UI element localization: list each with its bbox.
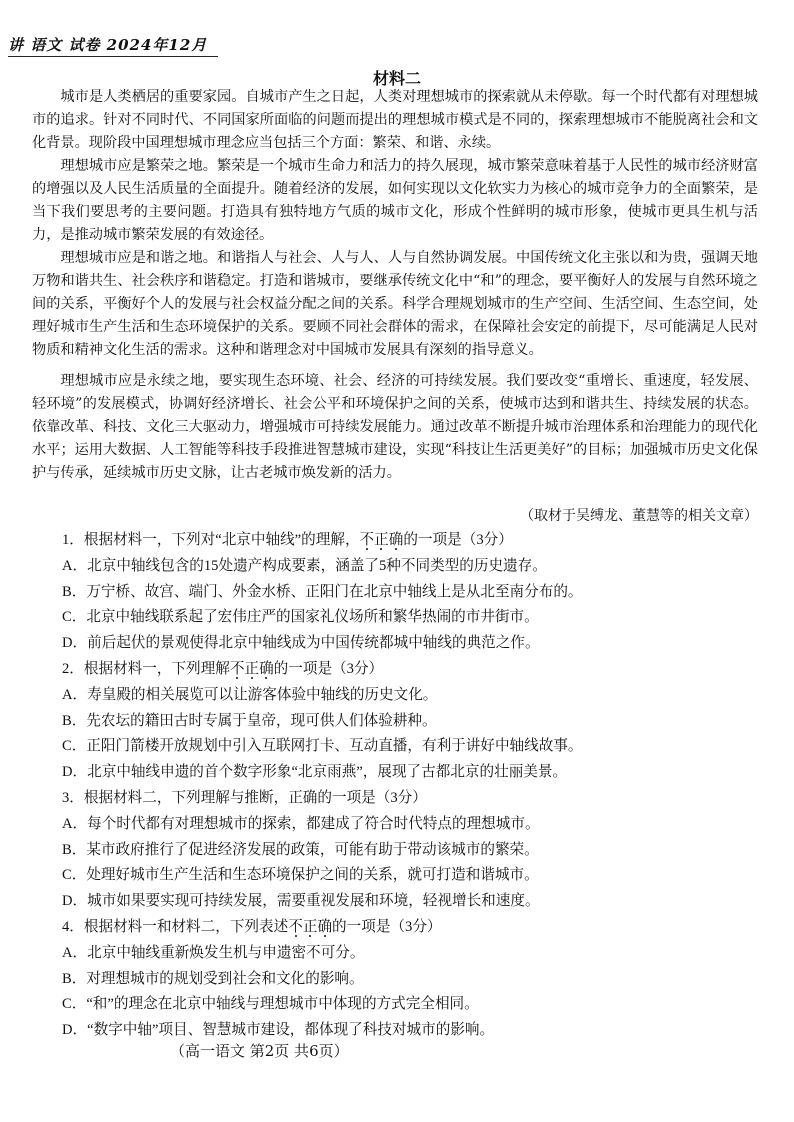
answer-option[interactable]: C．处理好城市生产生活和生态环境保护之间的关系，就可打造和谐城市。 <box>62 867 539 884</box>
page-header: 讲 语文 试卷 2024年12月 <box>8 34 218 57</box>
answer-option[interactable]: C．正阳门箭楼开放规划中引入互联网打卡、互动直播，有利于讲好中轴线故事。 <box>62 738 583 755</box>
answer-option[interactable]: A．北京中轴线包含的15处遗产构成要素，涵盖了5种不同类型的历史遗存。 <box>62 557 547 574</box>
material-title: 材料二 <box>372 69 421 88</box>
emphasis-char: 确 <box>317 918 333 935</box>
paragraph: 理想城市应是和谐之地。和谐指人与社会、人与人、人与自然协调发展。中国传统文化主张以和为贵，强调天地万物和谐共生、社会秩序和谐稳定。打造和谐城市，要继承传统文化中“和”的理念，要平衡好人的发展与自然环境之间的关系，平衡好个人的发展与社会权益分配之间的关系。科学合理规划城市的生产空间、生活空间、生态空间，处理好城市生产生活和生态环境保护的关系。要顾不同社会群体的需求，在保障社会安定的前提下，尽可能满足人民对物质和精神文化生活的需求。这种和谐理念对中国城市发展具有深刻的指导意义。 <box>32 250 758 358</box>
answer-option[interactable]: B．对理想城市的规划受到社会和文化的影响。 <box>62 970 364 987</box>
emphasis-char: 不 <box>288 918 303 935</box>
question-stem: 2．根据材料一，下列理解不正确的一项是（3分） <box>62 660 384 677</box>
answer-option[interactable]: B．万宁桥、故宫、端门、外金水桥、正阳门在北京中轴线上是从北至南分布的。 <box>62 583 583 600</box>
emphasis-char: 确 <box>388 532 404 548</box>
answer-option[interactable]: D．前后起伏的景观使得北京中轴线成为中国传统都城中轴线的典范之作。 <box>62 635 540 652</box>
answer-option[interactable]: B．某市政府推行了促进经济发展的政策，可能有助于带动该城市的繁荣。 <box>62 841 539 858</box>
question-list <box>62 528 762 1044</box>
emphasis-text <box>230 661 274 677</box>
paragraph: 理想城市应是繁荣之地。繁荣是一个城市生命力和活力的持久展现，城市繁荣意味着基于人民性的城市经济财富的增强以及人民生活质量的全面提升。随着经济的发展，如何实现以文化软实力为核心的城市竞争力的全面繁荣，是当下我们要思考的主要问题。打造具有独特地方气质的城市文化，形成个性鲜明的城市形象，使城市更具生机与活力，是推动城市繁荣发展的有效途径。 <box>32 158 758 243</box>
emphasis-char: 不 <box>229 660 245 677</box>
paragraph: 理想城市应是永续之地，要实现生态环境、社会、经济的可持续发展。我们要改变“重增长、重速度，轻发展、轻环境”的发展模式，协调好经济增长、社会公平和环境保护之间的关系，使城市达到和谐共生、持续发展的状态。依靠改革、科技、文化三大驱动力，增强城市可持续发展能力。通过改革不断提升城市治理体系和治理能力的现代化水平；运用大数据、人工智能等科技手段推进智慧城市建设，实现“科技让生活更美好”的目标；加强城市历史文化保护与传承，延续城市历史文脉，让古老城市焕发新的活力。 <box>32 373 758 481</box>
source-citation: （取材于吴缚龙、董慧等的相关文章） <box>520 508 758 524</box>
answer-option[interactable]: D．城市如果要实现可持续发展，需要重视发展和环境，轻视增长和速度。 <box>62 893 540 910</box>
page-footer: （高一语文 第2页 共6页） <box>170 1042 349 1060</box>
emphasis-text <box>360 532 404 548</box>
answer-option[interactable]: D．北京中轴线申遗的首个数字形象“北京雨燕”，展现了古都北京的壮丽美景。 <box>62 764 568 781</box>
question-stem: 4．根据材料一和材料二，下列表述不正确的一项是（3分） <box>62 918 442 935</box>
emphasis-char: 不 <box>359 532 375 548</box>
emphasis-char: 正 <box>374 532 389 548</box>
material-two-text <box>32 86 758 485</box>
answer-option[interactable]: D．“数字中轴”项目、智慧城市建设，都体现了科技对城市的影响。 <box>62 1022 495 1039</box>
emphasis-char: 正 <box>302 918 318 935</box>
question-stem: 1．根据材料一，下列对“北京中轴线”的理解，不正确的一项是（3分） <box>62 532 513 548</box>
paragraph: 城市是人类栖居的重要家园。自城市产生之日起，人类对理想城市的探索就从未停歇。每一个时代都有对理想城市的追求。针对不同时代、不同国家所面临的问题而提出的理想城市模式是不同的，探索理想城市不能脱离社会和文化背景。现阶段中国理想城市理念应当包括三个方面：繁荣、和谐、永续。 <box>32 89 758 151</box>
answer-option[interactable]: A．北京中轴线重新焕发生机与申遗密不可分。 <box>62 944 365 961</box>
answer-option[interactable]: C．北京中轴线联系起了宏伟庄严的国家礼仪场所和繁华热闹的市井街市。 <box>62 609 539 626</box>
emphasis-char: 确 <box>259 660 274 677</box>
answer-option[interactable]: A．每个时代都有对理想城市的探索，都建成了符合时代特点的理想城市。 <box>62 815 540 832</box>
question-stem: 3．根据材料二，下列理解与推断，正确的一项是（3分） <box>62 789 427 806</box>
emphasis-char: 正 <box>244 660 260 677</box>
emphasis-text <box>288 919 332 935</box>
answer-option[interactable]: B．先农坛的籍田古时专属于皇帝，现可供人们体验耕种。 <box>62 712 437 729</box>
answer-option[interactable]: A．寿皇殿的相关展览可以让游客体验中轴线的历史文化。 <box>62 686 438 703</box>
answer-option[interactable]: C．“和”的理念在北京中轴线与理想城市中体现的方式完全相同。 <box>62 996 479 1013</box>
